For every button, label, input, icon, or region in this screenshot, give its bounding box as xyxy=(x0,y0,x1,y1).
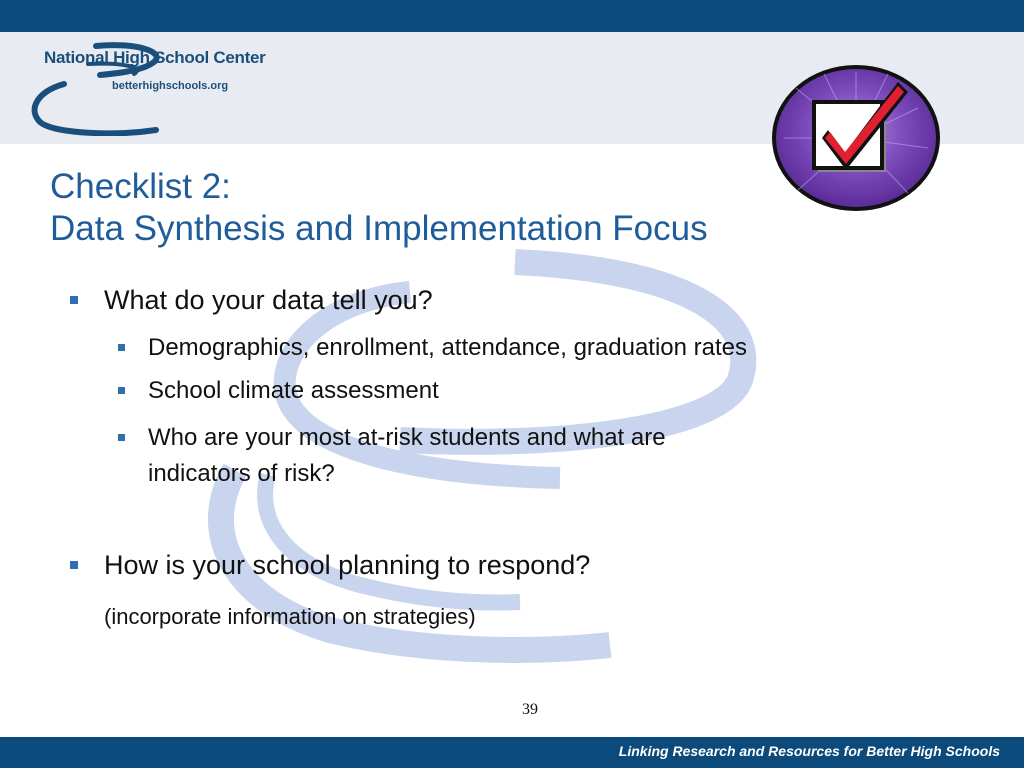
sub-bullet-text: School climate assessment xyxy=(148,377,439,404)
square-bullet-icon xyxy=(70,296,78,304)
bullet-text: How is your school planning to respond? xyxy=(104,550,591,580)
sub-bullet-text: Who are your most at-risk students and what are xyxy=(148,424,666,451)
sub-bullet-text: Demographics, enrollment, attendance, graduation rates xyxy=(148,334,748,361)
sub-bullet-text: indicators of risk? xyxy=(148,460,335,487)
org-name: National High School Center xyxy=(44,48,266,67)
square-bullet-icon xyxy=(118,387,125,394)
square-bullet-icon xyxy=(118,344,125,351)
bullet-note: (incorporate information on strategies) xyxy=(104,604,476,629)
page-number: 39 xyxy=(522,701,538,718)
title-line-2: Data Synthesis and Implementation Focus xyxy=(50,209,708,248)
org-url: betterhighschools.org xyxy=(112,80,229,92)
square-bullet-icon xyxy=(70,561,78,569)
footer-tagline: Linking Research and Resources for Better High Schools xyxy=(618,743,1000,759)
square-bullet-icon xyxy=(118,434,125,441)
title-line-1: Checklist 2: xyxy=(50,167,231,206)
bottom-bar xyxy=(0,737,1024,768)
bullet-text: What do your data tell you? xyxy=(104,285,433,315)
